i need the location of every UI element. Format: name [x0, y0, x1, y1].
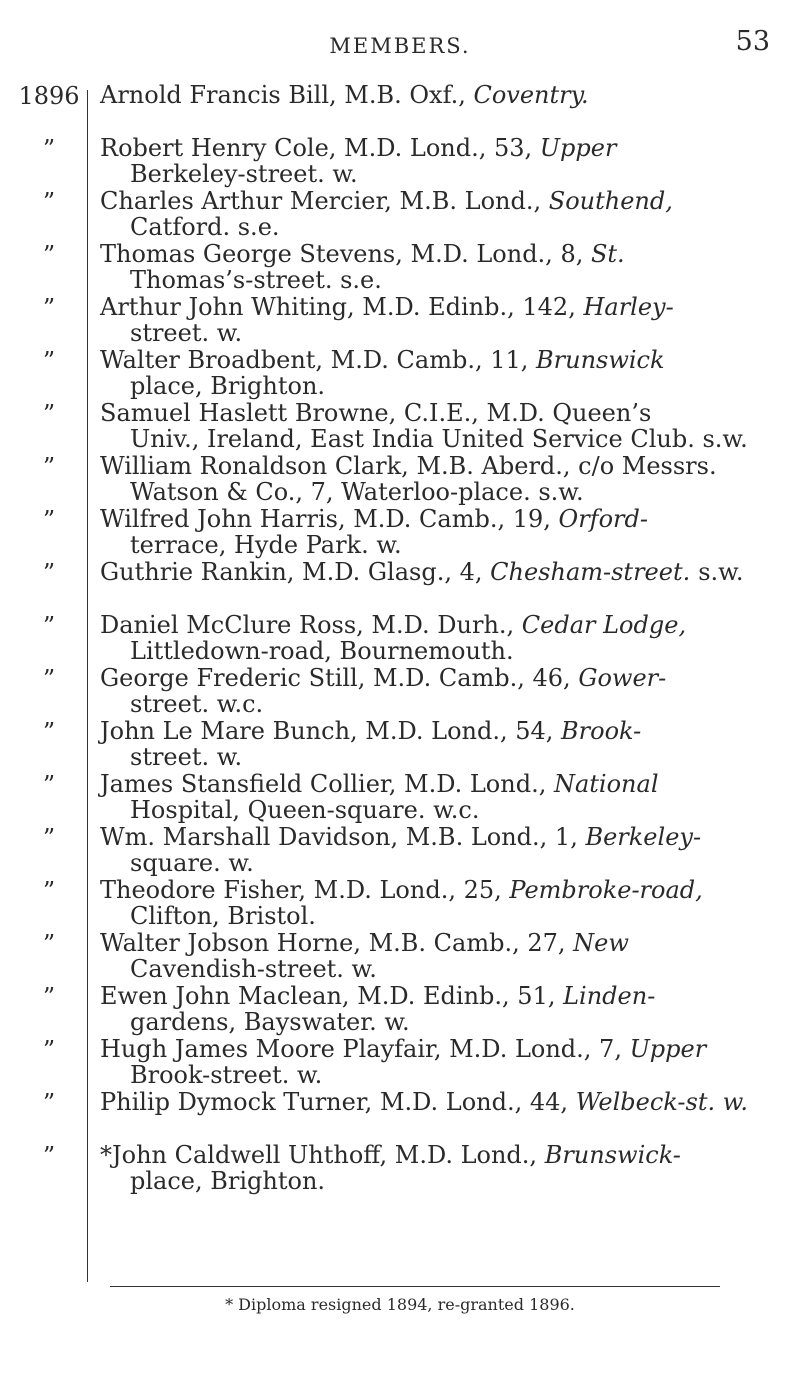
member-address-continued: Hospital, Queen-square. w.c. [130, 796, 480, 824]
member-address: Chesham-street. [490, 558, 691, 586]
member-address: St. [590, 240, 625, 268]
member-address-continued: Berkeley-street. w. [130, 160, 358, 188]
member-entry [42, 611, 740, 665]
member-name-line: Thomas George Stevens, M.D. Lond., 8, [100, 240, 591, 268]
member-address-continued: street. w. [130, 743, 243, 771]
member-address: Brunswick [536, 346, 665, 374]
member-entry [42, 505, 740, 559]
member-entry [42, 982, 740, 1036]
member-entry [42, 187, 740, 241]
member-address: Welbeck-st. w. [575, 1088, 749, 1116]
member-entry [42, 717, 740, 771]
member-name-line: *John Caldwell Uhthoff, M.D. Lond., [100, 1141, 545, 1169]
member-address-continued: street. w. [130, 319, 243, 347]
member-address-continued: Brook-street. w. [130, 1061, 323, 1089]
member-name-line: Hugh James Moore Playfair, M.D. Lond., 7, [100, 1035, 630, 1063]
member-address: National [553, 770, 659, 798]
member-entry [42, 1141, 740, 1195]
member-entry [42, 399, 748, 453]
member-address-continued: Thomas’s-street. s.e. [130, 266, 382, 294]
member-entry [42, 1035, 740, 1089]
member-address: Harley- [583, 293, 674, 321]
member-address-continued: Littledown-road, Bournemouth. [130, 637, 514, 665]
ditto-mark: ” [42, 400, 56, 428]
member-address-continued: street. w.c. [130, 690, 264, 718]
member-address: Berkeley- [585, 823, 702, 851]
member-entry [42, 770, 740, 824]
member-entry [42, 1088, 749, 1142]
member-name-line: Guthrie Rankin, M.D. Glasg., 4, [100, 558, 491, 586]
member-name-line: Walter Jobson Horne, M.B. Camb., 27, [100, 929, 574, 957]
ditto-mark: ” [42, 559, 56, 587]
member-entry [42, 240, 740, 294]
ditto-mark: ” [42, 135, 56, 163]
member-name-line: Charles Arthur Mercier, M.B. Lond., [100, 187, 549, 215]
member-address-continued: Watson & Co., 7, Waterloo-place. s.w. [130, 478, 584, 506]
member-name-line: William Ronaldson Clark, M.B. Aberd., c/o Messrs. [100, 452, 717, 480]
member-entry [42, 929, 740, 983]
member-entry [18, 81, 740, 135]
member-name-line: Arthur John Whiting, M.D. Edinb., 142, [100, 293, 584, 321]
member-address-continued: terrace, Hyde Park. w. [130, 531, 402, 559]
member-list [18, 81, 749, 1195]
member-address-continued: place, Brighton. [130, 1167, 326, 1195]
ditto-mark: ” [42, 1142, 56, 1170]
ditto-mark: ” [42, 771, 56, 799]
member-entry [42, 346, 740, 400]
ditto-mark: ” [42, 1089, 56, 1117]
footnote-rule [110, 1286, 720, 1287]
member-name-line: Wm. Marshall Davidson, M.B. Lond., 1, [100, 823, 586, 851]
member-entry [42, 876, 740, 930]
member-entry [42, 664, 740, 718]
member-entry [42, 558, 744, 612]
member-entry [42, 823, 740, 877]
member-name-line: Daniel McClure Ross, M.D. Durh., [100, 611, 522, 639]
ditto-mark: ” [42, 347, 56, 375]
member-name-line: Samuel Haslett Browne, C.I.E., M.D. Queen’s [100, 399, 652, 427]
member-name-line: Philip Dymock Turner, M.D. Lond., 44, [100, 1088, 576, 1116]
member-name-line: Theodore Fisher, M.D. Lond., 25, [100, 876, 510, 904]
member-address: Linden- [563, 982, 656, 1010]
member-address-continued: place, Brighton. [130, 372, 326, 400]
member-name-line: Wilfred John Harris, M.D. Camb., 19, [100, 505, 559, 533]
member-address: Upper [539, 134, 617, 162]
member-entry [42, 134, 740, 188]
ditto-mark: ” [42, 188, 56, 216]
member-name-line: John Le Mare Bunch, M.D. Lond., 54, [100, 717, 562, 745]
member-address: Cedar Lodge, [521, 611, 687, 639]
member-name-line: Ewen John Maclean, M.D. Edinb., 51, [100, 982, 564, 1010]
member-address-continued: square. w. [130, 849, 254, 877]
ditto-mark: ” [42, 294, 56, 322]
member-entry [42, 293, 740, 347]
member-address: Coventry. [473, 81, 589, 109]
ditto-mark: ” [42, 877, 56, 905]
member-address: Pembroke-road, [509, 876, 703, 904]
ditto-mark: ” [42, 1036, 56, 1064]
member-address: New [573, 929, 629, 957]
ditto-mark: ” [42, 612, 56, 640]
page-number: 53 [735, 26, 770, 57]
member-address: Brook- [561, 717, 642, 745]
member-name-line: George Frederic Still, M.D. Camb., 46, [100, 664, 579, 692]
member-address: Orford- [558, 505, 648, 533]
member-address-continued: Catford. s.e. [130, 213, 280, 241]
member-name-line: Arnold Francis Bill, M.B. Oxf., [100, 81, 474, 109]
ditto-mark: ” [42, 665, 56, 693]
member-entry [42, 452, 740, 506]
ditto-mark: ” [42, 718, 56, 746]
year-label: 1896 [18, 82, 80, 110]
column-rule [87, 90, 88, 1282]
member-name-line: James Stansfield Collier, M.D. Lond., [100, 770, 554, 798]
member-address: Gower- [578, 664, 667, 692]
running-header: MEMBERS. [329, 34, 471, 58]
member-address: Brunswick- [544, 1141, 681, 1169]
member-address: Upper [629, 1035, 707, 1063]
member-address-continued: Clifton, Bristol. [130, 902, 316, 930]
member-name-line: Walter Broadbent, M.D. Camb., 11, [100, 346, 536, 374]
ditto-mark: ” [42, 453, 56, 481]
district-suffix: s.w. [698, 558, 744, 586]
ditto-mark: ” [42, 824, 56, 852]
ditto-mark: ” [42, 983, 56, 1011]
ditto-mark: ” [42, 506, 56, 534]
member-name-line: Robert Henry Cole, M.D. Lond., 53, [100, 134, 540, 162]
member-address-continued: gardens, Bayswater. w. [130, 1008, 410, 1036]
footnote: * Diploma resigned 1894, re-granted 1896. [225, 1295, 575, 1314]
ditto-mark: ” [42, 930, 56, 958]
ditto-mark: ” [42, 241, 56, 269]
member-address: Southend, [548, 187, 673, 215]
member-address-continued: Univ., Ireland, East India United Service Club. s.w. [130, 425, 748, 453]
member-address-continued: Cavendish-street. w. [130, 955, 377, 983]
